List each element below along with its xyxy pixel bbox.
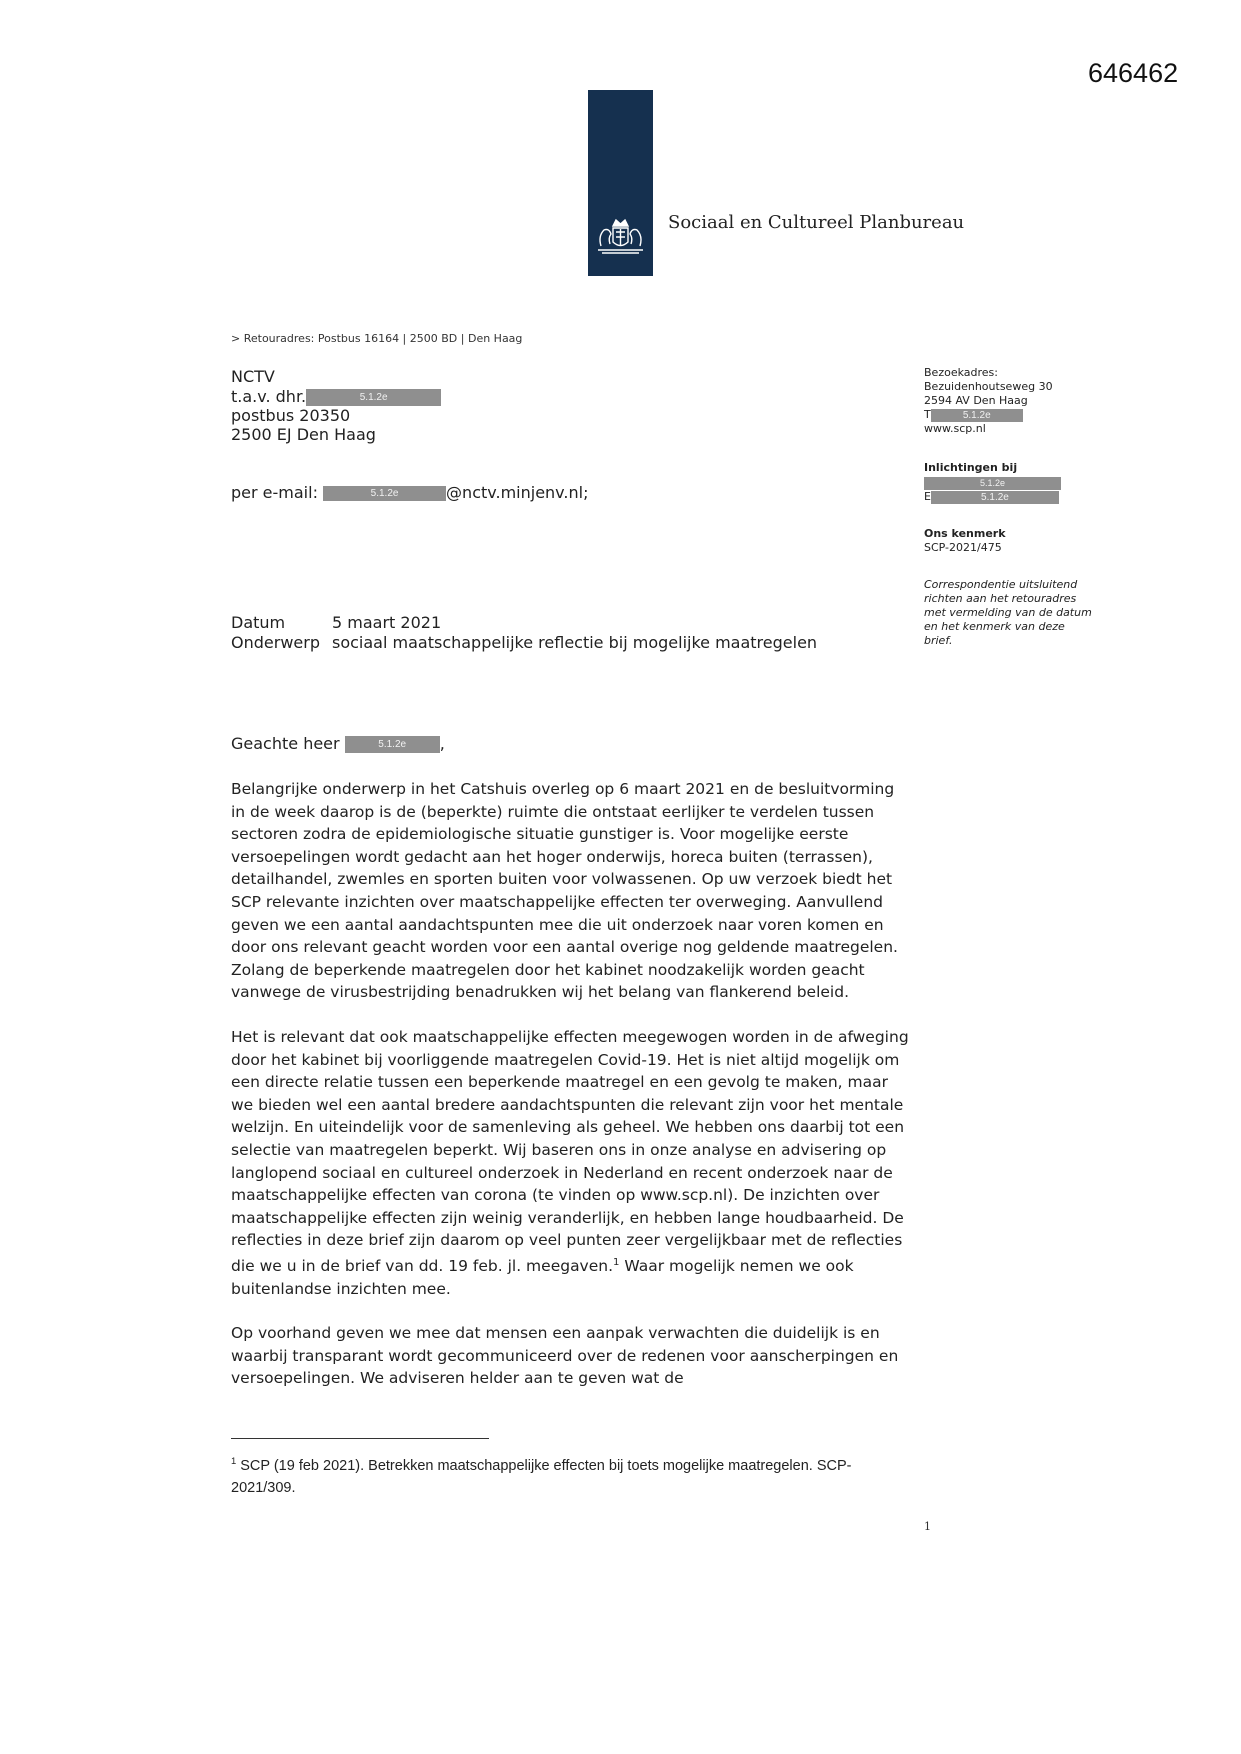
- subject-value: sociaal maatschappelijke reflectie bij mogelijke maatregelen: [332, 633, 818, 652]
- recipient-name: NCTV: [231, 367, 275, 386]
- date-row: [231, 613, 441, 632]
- redaction-box: 5.1.2e: [931, 409, 1023, 422]
- info-email-line: [924, 490, 1059, 504]
- footnote: [231, 1450, 911, 1499]
- salutation: [231, 734, 445, 753]
- phone-prefix: T: [924, 408, 931, 421]
- redaction-box: 5.1.2e: [345, 736, 440, 753]
- attn-prefix: t.a.v. dhr.: [231, 387, 307, 406]
- footnote-reference: 1: [613, 1256, 620, 1268]
- email-prefix: E: [924, 490, 931, 503]
- salutation-suffix: ,: [439, 734, 445, 753]
- visit-address-label: Bezoekadres:: [924, 366, 998, 379]
- phone-line: [924, 408, 1023, 422]
- reference-value: SCP-2021/475: [924, 541, 1002, 554]
- footnote-text: SCP (19 feb 2021). Betrekken maatschappelijke effecten bij toets mogelijke maatregelen. SCP-2021/309.: [231, 1457, 852, 1496]
- recipient-city: 2500 EJ Den Haag: [231, 425, 376, 444]
- government-logo: [588, 90, 653, 276]
- subject-row: [231, 633, 817, 652]
- correspondence-note: Correspondentie uitsluitend richten aan het retouradres met vermelding van de datum en het kenmerk van deze brief.: [924, 578, 1092, 647]
- footnote-divider: [231, 1438, 489, 1439]
- redaction-box: 5.1.2e: [306, 389, 441, 406]
- redaction-box: 5.1.2e: [323, 486, 446, 501]
- redaction-box: 5.1.2e: [924, 477, 1061, 490]
- info-line: [924, 476, 1061, 490]
- paragraph-1: Belangrijke onderwerp in het Catshuis overleg op 6 maart 2021 en de besluitvorming in de week daarop is de (beperkte) ruimte die ontstaat eerlijker te verdelen tussen sectoren zodra de epidemiologische situatie gunstiger is. Voor mogelijke eerste versoepelingen wordt gedacht aan het hoger onderwijs, horeca buiten (terrassen), detailhandel, zwemles en sporten buiten voor volwassenen. Op uw verzoek biedt het SCP relevante inzichten over maatschappelijke effecten ter overweging. Aanvullend geven we een aantal aandachtspunten mee die uit onderzoek naar voren komen en door ons relevant geacht worden voor een aantal overige nog geldende maatregelen. Zolang de beperkende maatregelen door het kabinet noodzakelijk worden geacht vanwege de virusbestrijding benadrukken wij het belang van flankerend beleid.: [231, 780, 898, 1002]
- reference-label: Ons kenmerk: [924, 527, 1006, 540]
- paragraph-2: [231, 1026, 911, 1300]
- footnote-mark: 1: [231, 1455, 237, 1466]
- recipient-postbox: postbus 20350: [231, 406, 351, 425]
- document-number: 646462: [1088, 58, 1179, 88]
- info-label: Inlichtingen bij: [924, 461, 1018, 474]
- paragraph-3: Op voorhand geven we mee dat mensen een aanpak verwachten die duidelijk is en waarbij transparant wordt gecommuniceerd over de redenen voor aanscherpingen en versoepelingen. We adviseren helder aan te geven wat de: [231, 1324, 899, 1388]
- date-value: 5 maart 2021: [332, 613, 442, 632]
- paragraph-2-end: Waar mogelijk nemen we ook buitenlandse inzichten mee.: [231, 1257, 854, 1298]
- visit-postal: 2594 AV Den Haag: [924, 394, 1028, 407]
- page-number: 1: [924, 1520, 931, 1533]
- letter-body: [231, 778, 911, 1412]
- paragraph-2-text: Het is relevant dat ook maatschappelijke effecten meegewogen worden in de afweging door het kabinet bij voorliggende maatregelen Covid-19. Het is niet altijd mogelijk om een directe relatie tussen een beperkende maatregel en een gevolg te maken, maar we bieden wel een aantal bredere aandachtspunten die relevant zijn voor het mentale welzijn. En uiteindelijk voor de samenleving als geheel. We hebben ons daarbij tot een selectie van maatregelen beperkt. Wij baseren ons in onze analyse en advisering op langlopend sociaal en cultureel onderzoek in Nederland en recent onderzoek naar de maatschappelijke effecten van corona (te vinden op www.scp.nl). De inzichten over maatschappelijke effecten zijn weinig veranderlijk, en hebben lange houdbaarheid. De reflecties in deze brief zijn daarom op veel punten zeer vergelijkbaar met de reflecties die we u in de brief van dd. 19 feb. jl. meegaven.: [231, 1027, 909, 1276]
- redaction-box: 5.1.2e: [931, 491, 1059, 504]
- email-prefix: per e-mail:: [231, 483, 318, 502]
- website: www.scp.nl: [924, 422, 986, 435]
- royal-crest-icon: [592, 212, 649, 256]
- recipient-email: [231, 483, 588, 503]
- date-label: Datum: [231, 613, 286, 632]
- visit-street: Bezuidenhoutseweg 30: [924, 380, 1053, 393]
- subject-label: Onderwerp: [231, 633, 320, 652]
- email-suffix: @nctv.minjenv.nl;: [446, 483, 589, 502]
- organization-name: Sociaal en Cultureel Planbureau: [668, 212, 965, 233]
- return-address: > Retouradres: Postbus 16164 | 2500 BD | Den Haag: [231, 332, 523, 345]
- recipient-attn: [231, 387, 441, 407]
- salutation-prefix: Geachte heer: [231, 734, 340, 753]
